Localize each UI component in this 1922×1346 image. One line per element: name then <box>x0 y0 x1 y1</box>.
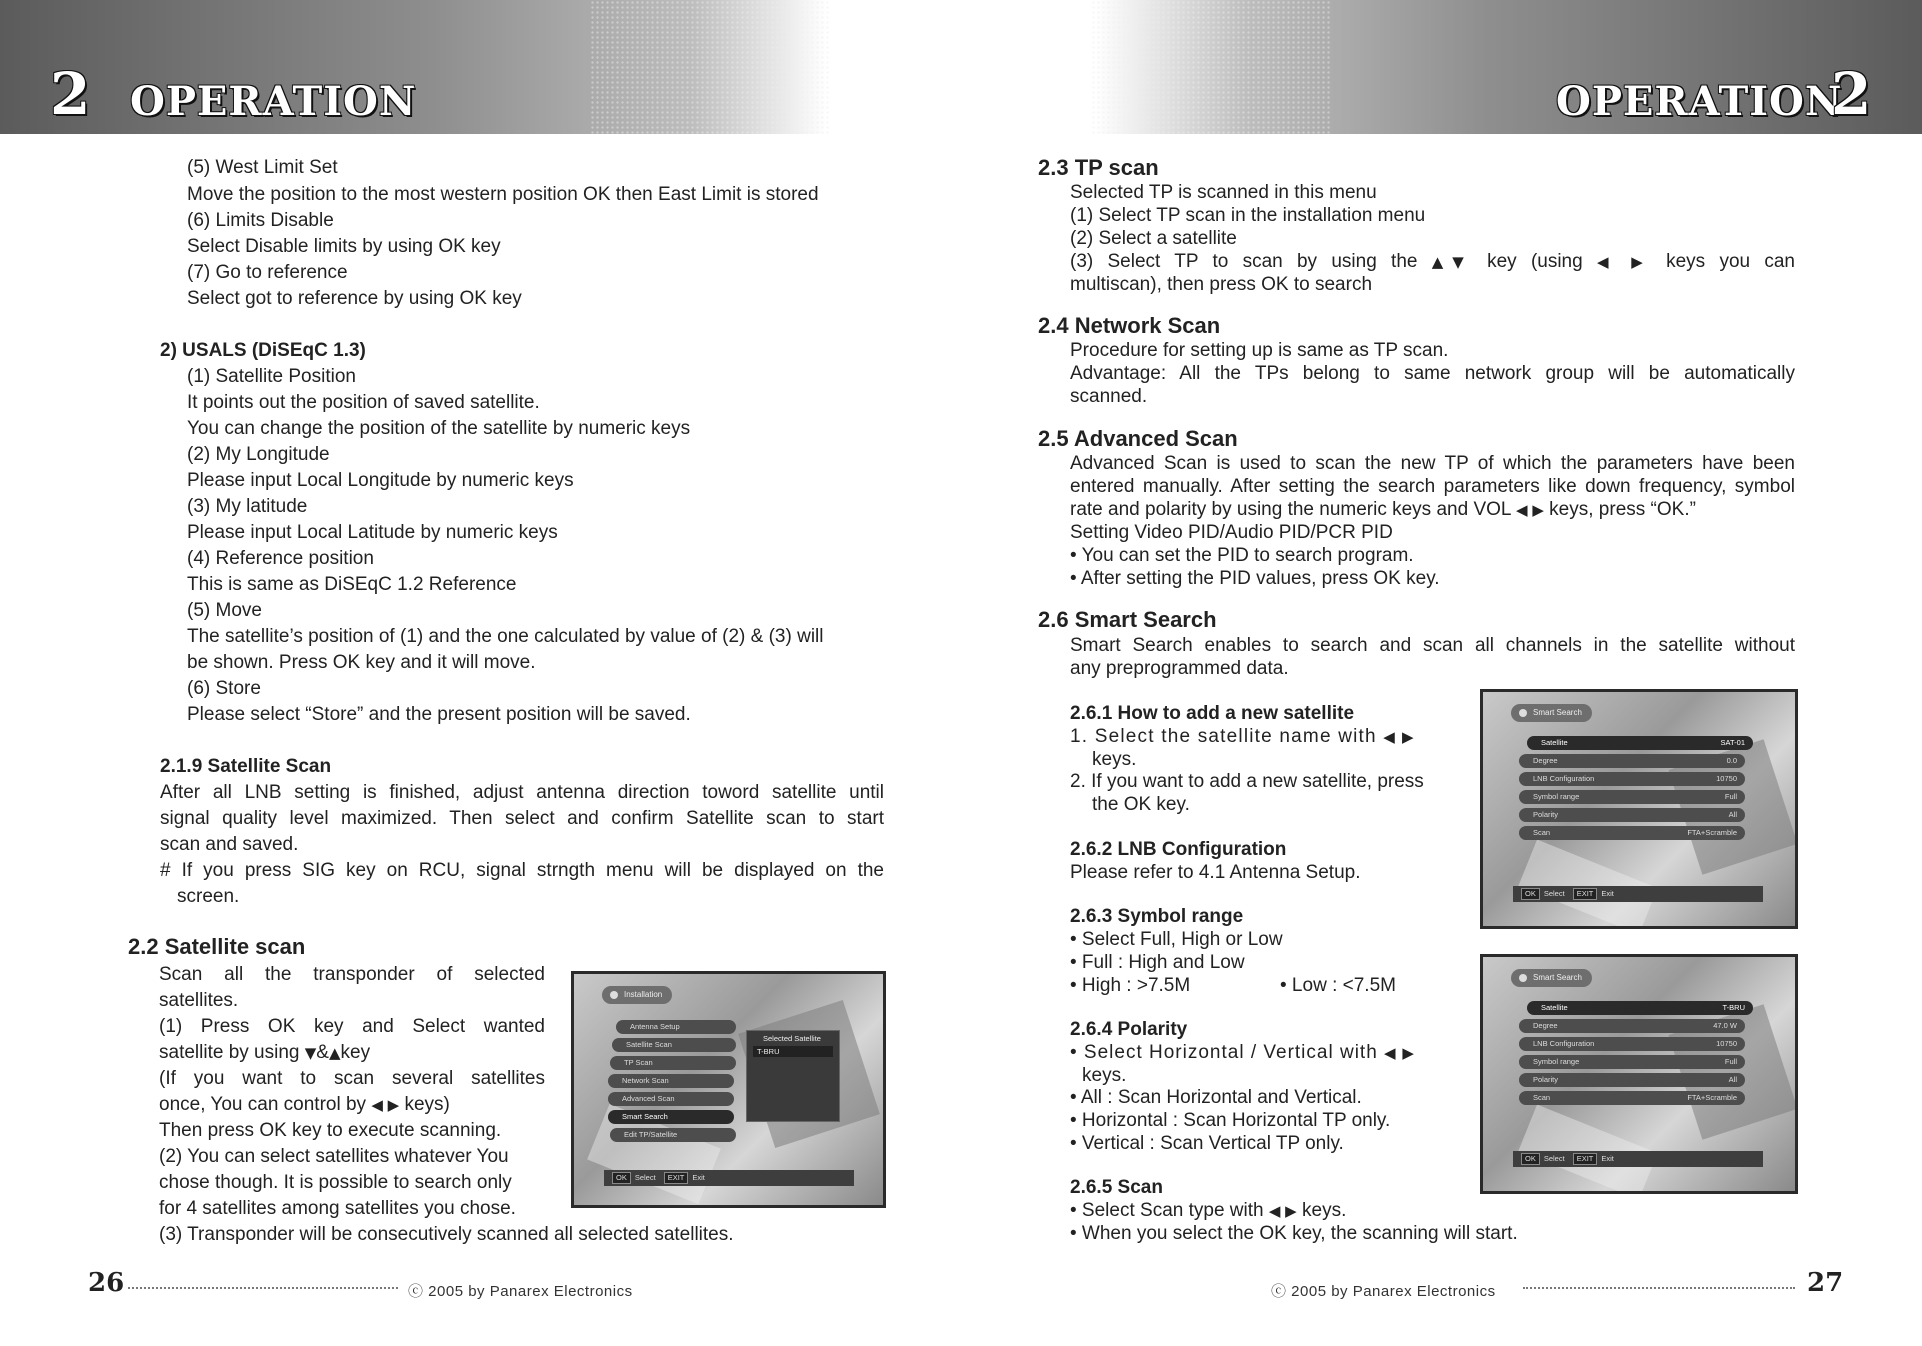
text-line: satellites. <box>159 990 239 1011</box>
down-arrow-icon: ▼ <box>304 1044 317 1062</box>
chapter-number: 2 <box>1831 60 1872 128</box>
footer-divider <box>128 1287 398 1289</box>
left-right-arrow-icon: ◀ ▶ <box>1383 728 1415 746</box>
section-heading: 2.3 TP scan <box>1038 155 1159 180</box>
up-arrow-icon: ▲ <box>328 1044 341 1062</box>
section-heading: 2.5 Advanced Scan <box>1038 426 1238 451</box>
osd-row: Satellite SAT-01 <box>1527 736 1753 750</box>
text-line: Please refer to 4.1 Antenna Setup. <box>1070 862 1361 883</box>
text-line: • High : >7.5M <box>1070 975 1191 996</box>
text-line: scan and saved. <box>160 834 299 855</box>
left-right-arrow-icon: ◀ ▶ <box>371 1096 400 1114</box>
osd-footer: OK Select EXIT Exit <box>1513 1151 1763 1167</box>
text-line: • Horizontal : Scan Horizontal TP only. <box>1070 1110 1391 1131</box>
text-line: (3) Transponder will be consecutively scanned all selected satellites. <box>159 1224 734 1245</box>
smart-search-screenshot-1 <box>1480 689 1798 929</box>
osd-title: Installation <box>602 986 672 1004</box>
text-line: Please select “Store” and the present position will be saved. <box>187 704 691 725</box>
text-line: The satellite’s position of (1) and the one calculated by value of (2) & (3) will <box>187 626 824 647</box>
text-line: multiscan), then press OK to search <box>1070 274 1373 295</box>
text-line: 2. If you want to add a new satellite, press <box>1070 771 1424 792</box>
text-line: (6) Store <box>187 678 261 699</box>
text-line: This is same as DiSEqC 1.2 Reference <box>187 574 517 595</box>
text-line: (5) Move <box>187 600 262 621</box>
text-line: • Select Scan type with ◀ ▶ keys. <box>1070 1200 1347 1221</box>
text-line: Advanced Scan is used to scan the new TP of which the parameters have been <box>1070 453 1795 474</box>
text-line: (1) Press OK key and Select wanted <box>159 1016 545 1037</box>
text-line: signal quality level maximized. Then select and confirm Satellite scan to start <box>160 808 884 829</box>
text-line: You can change the position of the satellite by numeric keys <box>187 418 691 439</box>
text-line: screen. <box>177 886 240 907</box>
text-line: • Select Horizontal / Vertical with ◀ ▶ <box>1070 1042 1415 1063</box>
osd-row: Symbol range Full <box>1519 1055 1745 1069</box>
smart-search-screenshot-2 <box>1480 954 1798 1194</box>
text-line: • When you select the OK key, the scanning will start. <box>1070 1223 1518 1244</box>
text-line: rate and polarity by using the numeric keys and VOL ◀ ▶ keys, press “OK.” <box>1070 499 1696 520</box>
text-line: • You can set the PID to search program. <box>1070 545 1414 566</box>
text-line: (4) Reference position <box>187 548 374 569</box>
text-line: Select got to reference by using OK key <box>187 288 522 309</box>
text-line: (2) My Longitude <box>187 444 330 465</box>
text-line: # If you press SIG key on RCU, signal strngth menu will be displayed on the <box>160 860 884 881</box>
text-line: (1) Select TP scan in the installation menu <box>1070 205 1426 226</box>
text-line: After all LNB setting is finished, adjust antenna direction toword satellite until <box>160 782 884 803</box>
chapter-banner <box>961 0 1922 134</box>
text-line: • All : Scan Horizontal and Vertical. <box>1070 1087 1362 1108</box>
text-line: keys. <box>1082 1065 1127 1086</box>
text-line: (6) Limits Disable <box>187 210 334 231</box>
left-right-arrow-icon: ◀ ▶ <box>1596 253 1652 271</box>
text-line: (5) West Limit Set <box>187 157 338 178</box>
text-line: (1) Satellite Position <box>187 366 356 387</box>
page-number: 26 <box>88 1268 125 1298</box>
osd-row: LNB Configuration 10750 <box>1519 1037 1745 1051</box>
text-line: (2) You can select satellites whatever You <box>159 1146 509 1167</box>
text-line: (7) Go to reference <box>187 262 348 283</box>
section-heading: 2.6 Smart Search <box>1038 607 1217 632</box>
osd-row: Degree 0.0 <box>1519 754 1745 768</box>
osd-footer: OK Select EXIT Exit <box>604 1170 854 1186</box>
text-line: be shown. Press OK key and it will move. <box>187 652 536 673</box>
osd-row: Polarity All <box>1519 1073 1745 1087</box>
osd-row: Symbol range Full <box>1519 790 1745 804</box>
chapter-banner <box>0 0 961 134</box>
subsection-heading: 2.6.4 Polarity <box>1070 1019 1188 1040</box>
osd-menu-item: Satellite Scan <box>612 1038 736 1052</box>
osd-row: Satellite T-BRU <box>1527 1001 1753 1015</box>
text-line: chose though. It is possible to search only <box>159 1172 512 1193</box>
copyright: ⓒ 2005 by Panarex Electronics <box>1271 1283 1496 1300</box>
right-page <box>961 0 1922 1346</box>
text-line: Please input Local Longitude by numeric keys <box>187 470 574 491</box>
text-line: scanned. <box>1070 386 1148 407</box>
section-heading: 2.2 Satellite scan <box>128 934 306 959</box>
text-line: any preprogrammed data. <box>1070 658 1289 679</box>
text-line: 1. Select the satellite name with ◀ ▶ <box>1070 726 1415 747</box>
text-line: (3) My latitude <box>187 496 308 517</box>
selected-satellite-panel: Selected Satellite T-BRU <box>746 1030 840 1122</box>
text-line: Advantage: All the TPs belong to same network group will be automatically <box>1070 363 1795 384</box>
text-line: Smart Search enables to search and scan all channels in the satellite without <box>1070 635 1795 656</box>
left-right-arrow-icon: ◀ ▶ <box>1384 1044 1415 1062</box>
text-line: (2) Select a satellite <box>1070 228 1237 249</box>
up-down-arrow-icon: ▲▼ <box>1431 253 1473 271</box>
text-line: Procedure for setting up is same as TP scan. <box>1070 340 1449 361</box>
text-line: the OK key. <box>1092 794 1190 815</box>
section-heading: 2.4 Network Scan <box>1038 313 1221 338</box>
text-line: Select Disable limits by using OK key <box>187 236 501 257</box>
text-line: Selected TP is scanned in this menu <box>1070 182 1377 203</box>
subsection-heading: 2.6.2 LNB Configuration <box>1070 839 1287 860</box>
text-line: • After setting the PID values, press OK key. <box>1070 568 1440 589</box>
osd-row: Degree 47.0 W <box>1519 1019 1745 1033</box>
left-right-arrow-icon: ◀ ▶ <box>1516 501 1544 519</box>
text-line: (3) Select TP to scan by using the ▲▼ key (using ◀ ▶ keys you can <box>1070 251 1795 272</box>
text-line: It points out the position of saved satellite. <box>187 392 540 413</box>
text-line: Scan all the transponder of selected <box>159 964 545 985</box>
osd-title: Smart Search <box>1511 969 1592 987</box>
text-line: keys. <box>1092 749 1137 770</box>
osd-menu-item: Antenna Setup <box>616 1020 736 1034</box>
osd-row: LNB Configuration 10750 <box>1519 772 1745 786</box>
text-line: • Vertical : Scan Vertical TP only. <box>1070 1133 1344 1154</box>
subsection-heading: 2.6.1 How to add a new satellite <box>1070 703 1355 724</box>
footer-divider <box>1523 1287 1795 1289</box>
left-right-arrow-icon: ◀ ▶ <box>1268 1202 1297 1220</box>
text-line: • Full : High and Low <box>1070 952 1245 973</box>
text-line: once, You can control by ◀ ▶ keys) <box>159 1094 450 1115</box>
osd-footer: OK Select EXIT Exit <box>1513 886 1763 902</box>
osd-title: Smart Search <box>1511 704 1592 722</box>
installation-menu-screenshot <box>571 971 886 1208</box>
subsection-heading: 2.6.5 Scan <box>1070 1177 1163 1198</box>
text-line: Please input Local Latitude by numeric keys <box>187 522 558 543</box>
osd-menu-item: Smart Search <box>608 1110 734 1124</box>
chapter-title: OPERATION <box>130 78 417 125</box>
page-number: 27 <box>1807 1268 1844 1298</box>
text-line: • Low : <7.5M <box>1280 975 1396 996</box>
text-line: Move the position to the most western position OK then East Limit is stored <box>187 184 819 205</box>
copyright: ⓒ 2005 by Panarex Electronics <box>408 1283 633 1300</box>
osd-menu-item: Edit TP/Satellite <box>610 1128 736 1142</box>
chapter-number: 2 <box>50 60 91 128</box>
text-line: • Select Full, High or Low <box>1070 929 1283 950</box>
usals-heading: 2) USALS (DiSEqC 1.3) <box>160 340 366 361</box>
text-line: Setting Video PID/Audio PID/PCR PID <box>1070 522 1393 543</box>
text-line: for 4 satellites among satellites you chose. <box>159 1198 516 1219</box>
text-line: entered manually. After setting the search parameters like down frequency, symbol <box>1070 476 1795 497</box>
text-line: Then press OK key to execute scanning. <box>159 1120 502 1141</box>
osd-row: Scan FTA+Scramble <box>1519 1091 1745 1105</box>
section-heading: 2.1.9 Satellite Scan <box>160 756 332 777</box>
osd-row: Scan FTA+Scramble <box>1519 826 1745 840</box>
osd-menu-item: Advanced Scan <box>608 1092 734 1106</box>
chapter-title: OPERATION <box>1556 78 1843 125</box>
subsection-heading: 2.6.3 Symbol range <box>1070 906 1244 927</box>
text-line: (If you want to scan several satellites <box>159 1068 545 1089</box>
osd-menu-item: Network Scan <box>608 1074 734 1088</box>
text-line: satellite by using ▼&▲key <box>159 1042 371 1063</box>
osd-menu-item: TP Scan <box>610 1056 736 1070</box>
osd-row: Polarity All <box>1519 808 1745 822</box>
